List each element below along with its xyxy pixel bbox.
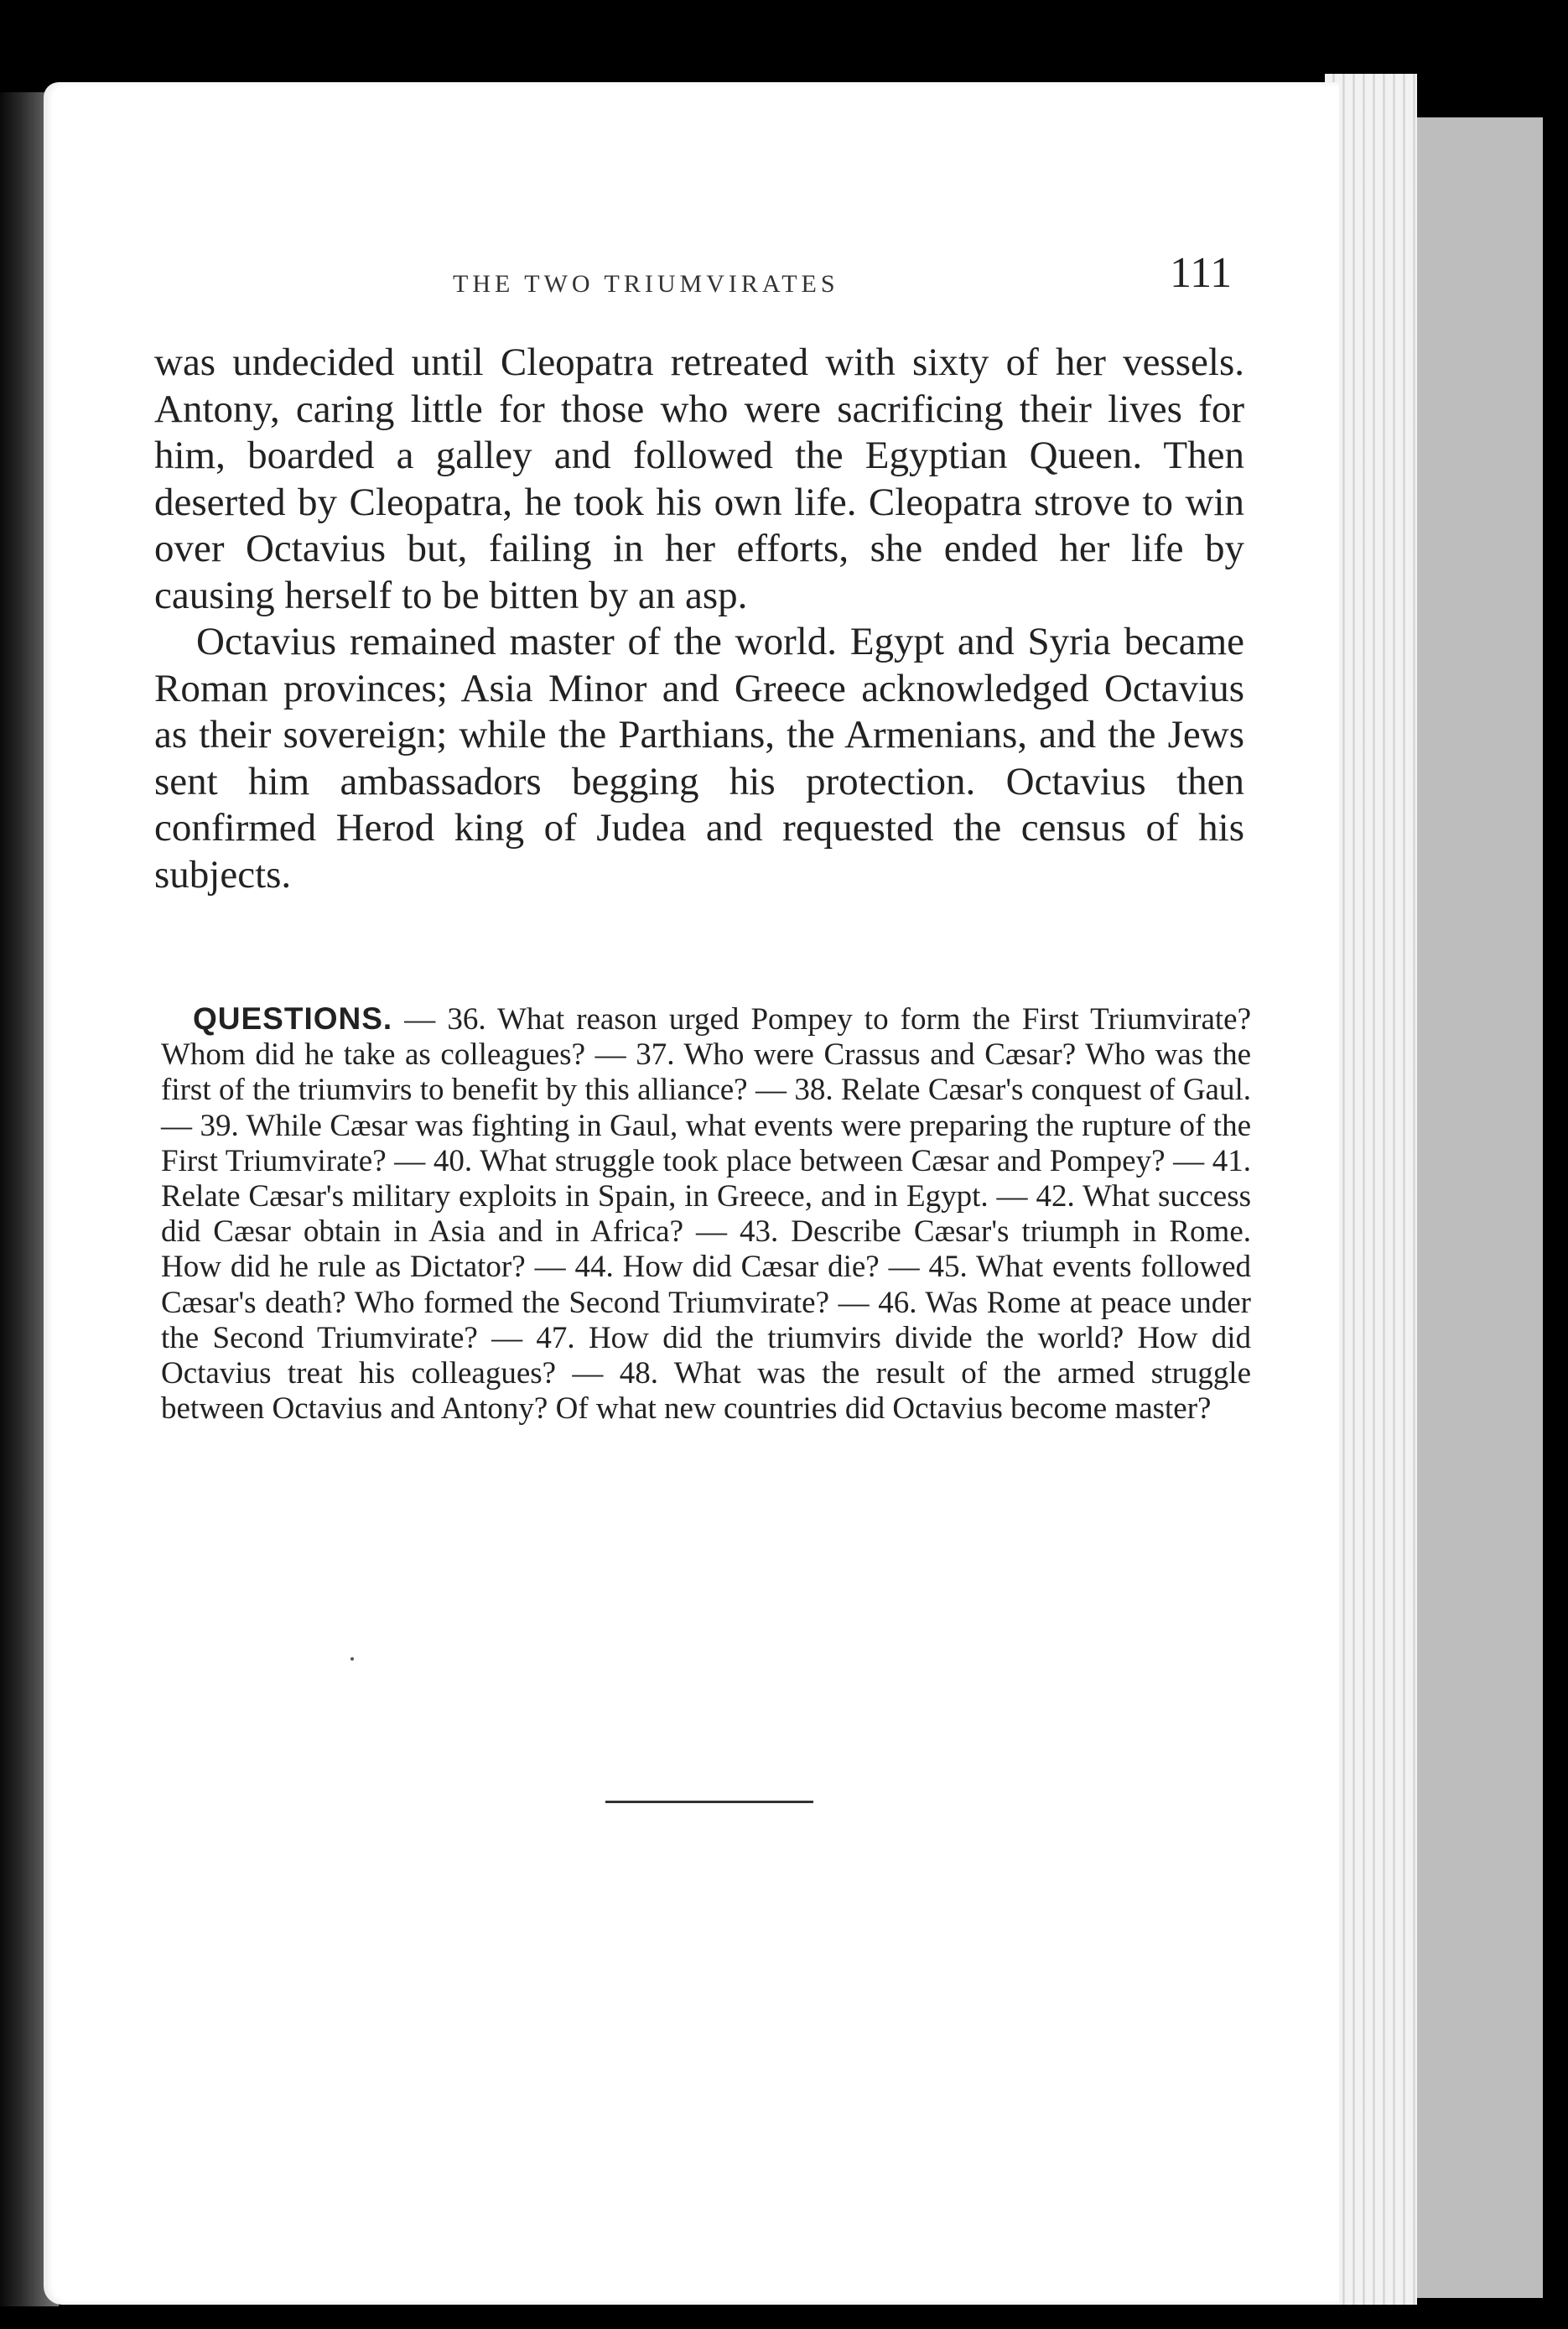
body-text xyxy=(154,340,1244,898)
back-pages xyxy=(1417,117,1543,2298)
running-head: THE TWO TRIUMVIRATES xyxy=(453,270,839,298)
end-rule xyxy=(605,1801,813,1803)
paragraph: Octavius remained master of the world. Egypt and Syria became Roman provinces; Asia Minor and Greece acknowledged Octavius as their sovereign; while the Parthians, the Armenians, and the Jews sent him ambassadors begging his protection. Octavius then confirmed Herod king of Judea and requested the census of his subjects. xyxy=(154,620,1244,897)
questions-label: QUESTIONS. xyxy=(193,1001,393,1036)
page-number: 111 xyxy=(1170,249,1233,297)
questions-text: — 36. What reason urged Pompey to form the First Triumvirate? Whom did he take as colleagues? — 37. Who were Crassus and Cæsar? Who was the first of the triumvirs to benefit by this alliance? — 38. Relate Cæsar's conquest of Gaul. — 39. While Cæsar was fighting in Gaul, what events were preparing the rupture of the First Triumvirate? — 40. What struggle took place between Cæsar and Pompey? — 41. Relate Cæsar's military exploits in Spain, in Greece, and in Egypt. — 42. What success did Cæsar obtain in Asia and in Africa? — 43. Describe Cæsar's triumph in Rome. How did he rule as Dictator? — 44. How did Cæsar die? — 45. What events followed Cæsar's death? Who formed the Second Triumvirate? — 46. Was Rome at peace under the Second Triumvirate? — 47. How did the triumvirs divide the world? How did Octavius treat his colleagues? — 48. What was the result of the armed struggle between Octavius and Antony? Of what new countries did Octavius become master? xyxy=(161,1002,1251,1427)
paragraph: was undecided until Cleopatra retreated with sixty of her vessels. Antony, caring little for those who were sacrificing their lives for him, boarded a galley and followed the Egyptian Queen. Then deserted by Cleopatra, he took his own life. Cleopatra strove to win over Octavius but, failing in her efforts, she ended her life by causing herself to be bitten by an asp. xyxy=(154,341,1244,617)
ink-speck xyxy=(350,1657,354,1661)
questions-section xyxy=(161,1001,1251,1427)
